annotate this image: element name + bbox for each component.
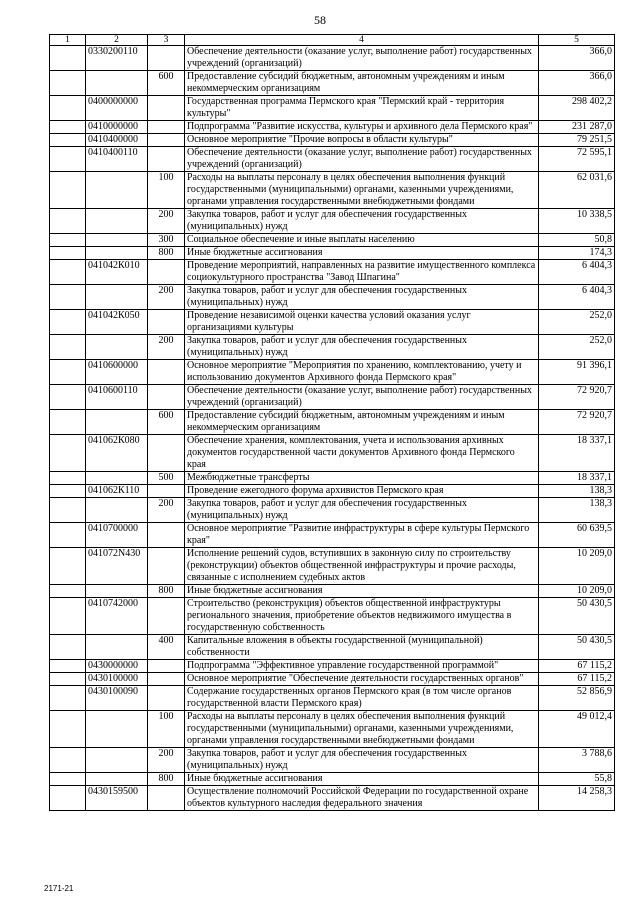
expense-type-code: 200 [148,498,185,523]
target-article-code: 0410400110 [86,147,148,172]
expense-name: Исполнение решений судов, вступивших в законную силу по строительству (реконструкции) объектов общественной инфраструктуры и прочие расходы, связанные с исполнением судебных актов [185,548,539,585]
amount: 49 012,4 [539,711,615,748]
expense-type-code: 100 [148,711,185,748]
table-row [50,46,615,71]
amount: 252,0 [539,310,615,335]
row-blank-cell [50,673,86,686]
table-row [50,360,615,385]
table-row [50,335,615,360]
expense-name: Обеспечение деятельности (оказание услуг, выполнение работ) государственных учреждений (организаций) [185,385,539,410]
expense-name: Проведение мероприятий, направленных на развитие имущественного комплекса социокультурного пространства "Завод Шпагина" [185,260,539,285]
amount: 72 920,7 [539,410,615,435]
amount: 52 856,9 [539,686,615,711]
amount: 18 337,1 [539,472,615,485]
expense-type-code: 300 [148,234,185,247]
amount: 91 396,1 [539,360,615,385]
table-row [50,410,615,435]
row-blank-cell [50,711,86,748]
table-row [50,548,615,585]
expense-name: Расходы на выплаты персоналу в целях обеспечения выполнения функций государственными (муниципальными) органами, казенными учреждениями, органами управления государственными внебюджетными фондами [185,172,539,209]
expense-name: Содержание государственных органов Пермского края (в том числе органов государственной власти Пермского края) [185,686,539,711]
amount: 10 209,0 [539,585,615,598]
table-row [50,121,615,134]
expense-type-code [148,385,185,410]
target-article-code: 0430100000 [86,673,148,686]
row-blank-cell [50,71,86,96]
target-article-code: 0430100090 [86,686,148,711]
expense-name: Закупка товаров, работ и услуг для обеспечения государственных (муниципальных) нужд [185,498,539,523]
amount: 174,3 [539,247,615,260]
expense-name: Иные бюджетные ассигнования [185,773,539,786]
amount: 67 115,2 [539,673,615,686]
expense-type-code: 100 [148,172,185,209]
row-blank-cell [50,310,86,335]
target-article-code: 0330200110 [86,46,148,71]
table-row [50,498,615,523]
row-blank-cell [50,523,86,548]
target-article-code [86,635,148,660]
expense-name: Строительство (реконструкция) объектов общественной инфраструктуры регионального значения, приобретение объектов недвижимого имущества в государственную собственность [185,598,539,635]
target-article-code [86,498,148,523]
expense-name: Обеспечение хранения, комплектования, учета и использования архивных документов государственной части документов Архивного фонда Пермского края [185,435,539,472]
target-article-code [86,748,148,773]
header-col-3: 3 [148,35,185,46]
expense-name: Иные бюджетные ассигнования [185,247,539,260]
row-blank-cell [50,748,86,773]
table-row [50,786,615,811]
row-blank-cell [50,472,86,485]
row-blank-cell [50,548,86,585]
expense-type-code: 800 [148,247,185,260]
target-article-code: 0400000000 [86,96,148,121]
amount: 6 404,3 [539,285,615,310]
expense-name: Предоставление субсидий бюджетным, автономным учреждениям и иным некоммерческим организациям [185,410,539,435]
expense-type-code: 200 [148,335,185,360]
target-article-code [86,410,148,435]
target-article-code [86,773,148,786]
table-row [50,435,615,472]
target-article-code: 041042К050 [86,310,148,335]
row-blank-cell [50,598,86,635]
row-blank-cell [50,247,86,260]
target-article-code: 041062К080 [86,435,148,472]
expense-name: Расходы на выплаты персоналу в целях обеспечения выполнения функций государственными (муниципальными) органами, казенными учреждениями, органами управления государственными внебюджетными фондами [185,711,539,748]
amount: 72 920,7 [539,385,615,410]
target-article-code: 0410400000 [86,134,148,147]
expense-name: Капитальные вложения в объекты государственной (муниципальной) собственности [185,635,539,660]
target-article-code: 0410600110 [86,385,148,410]
target-article-code [86,209,148,234]
table-row [50,285,615,310]
row-blank-cell [50,385,86,410]
table-body [50,46,615,811]
expense-type-code: 600 [148,71,185,96]
expense-type-code: 600 [148,410,185,435]
expense-name: Обеспечение деятельности (оказание услуг, выполнение работ) государственных учреждений (организаций) [185,147,539,172]
table-row [50,635,615,660]
row-blank-cell [50,360,86,385]
expense-type-code [148,96,185,121]
row-blank-cell [50,46,86,71]
table-row [50,134,615,147]
target-article-code: 041042К010 [86,260,148,285]
amount: 138,3 [539,485,615,498]
target-article-code: 041072N430 [86,548,148,585]
expense-type-code [148,673,185,686]
target-article-code [86,472,148,485]
table-row [50,773,615,786]
expense-name: Подпрограмма "Эффективное управление государственной программой" [185,660,539,673]
expense-type-code: 200 [148,285,185,310]
expense-name: Проведение ежегодного форума архивистов Пермского края [185,485,539,498]
target-article-code: 0410600000 [86,360,148,385]
target-article-code [86,234,148,247]
target-article-code: 0410000000 [86,121,148,134]
expense-name: Осуществление полномочий Российской Федерации по государственной охране объектов культурного наследия федерального значения [185,786,539,811]
table-row [50,96,615,121]
header-col-4: 4 [185,35,539,46]
amount: 18 337,1 [539,435,615,472]
target-article-code [86,285,148,310]
expense-name: Основное мероприятие "Обеспечение деятельности государственных органов" [185,673,539,686]
row-blank-cell [50,172,86,209]
row-blank-cell [50,260,86,285]
row-blank-cell [50,635,86,660]
amount: 298 402,2 [539,96,615,121]
amount: 62 031,6 [539,172,615,209]
target-article-code [86,711,148,748]
amount: 50 430,5 [539,635,615,660]
table-row [50,585,615,598]
table-row [50,385,615,410]
amount: 366,0 [539,46,615,71]
expense-name: Закупка товаров, работ и услуг для обеспечения государственных (муниципальных) нужд [185,748,539,773]
row-blank-cell [50,660,86,673]
document-code: 2171-21 [44,884,74,893]
row-blank-cell [50,786,86,811]
amount: 72 595,1 [539,147,615,172]
row-blank-cell [50,209,86,234]
amount: 138,3 [539,498,615,523]
expense-type-code: 800 [148,585,185,598]
row-blank-cell [50,773,86,786]
expense-type-code: 500 [148,472,185,485]
table-header [50,35,615,46]
table-row [50,71,615,96]
expense-name: Межбюджетные трансферты [185,472,539,485]
expense-type-code: 200 [148,748,185,773]
amount: 10 338,5 [539,209,615,234]
expense-name: Подпрограмма "Развитие искусства, культуры и архивного дела Пермского края" [185,121,539,134]
expense-type-code: 800 [148,773,185,786]
expense-name: Иные бюджетные ассигнования [185,585,539,598]
target-article-code: 041062К110 [86,485,148,498]
expense-name: Социальное обеспечение и иные выплаты населению [185,234,539,247]
amount: 366,0 [539,71,615,96]
expense-name: Основное мероприятие "Развитие инфраструктуры в сфере культуры Пермского края" [185,523,539,548]
table-row [50,209,615,234]
row-blank-cell [50,134,86,147]
row-blank-cell [50,121,86,134]
amount: 231 287,0 [539,121,615,134]
table-row [50,472,615,485]
row-blank-cell [50,686,86,711]
expense-type-code: 200 [148,209,185,234]
target-article-code: 0410700000 [86,523,148,548]
expense-type-code [148,523,185,548]
expense-type-code [148,660,185,673]
table-row [50,310,615,335]
expense-name: Государственная программа Пермского края "Пермский край - территория культуры" [185,96,539,121]
target-article-code [86,247,148,260]
row-blank-cell [50,435,86,472]
target-article-code: 0430000000 [86,660,148,673]
expense-type-code [148,121,185,134]
target-article-code: 0430159500 [86,786,148,811]
table-row [50,485,615,498]
expense-name: Основное мероприятие "Прочие вопросы в области культуры" [185,134,539,147]
expense-type-code [148,786,185,811]
expense-type-code [148,310,185,335]
table-row [50,748,615,773]
row-blank-cell [50,285,86,310]
table-row [50,172,615,209]
amount: 50,8 [539,234,615,247]
expense-type-code [148,260,185,285]
table-row [50,660,615,673]
row-blank-cell [50,410,86,435]
table-row [50,523,615,548]
table-row [50,598,615,635]
table-row [50,686,615,711]
header-col-5: 5 [539,35,615,46]
target-article-code [86,335,148,360]
row-blank-cell [50,234,86,247]
budget-table [49,34,615,811]
amount: 3 788,6 [539,748,615,773]
row-blank-cell [50,96,86,121]
expense-type-code: 400 [148,635,185,660]
amount: 14 258,3 [539,786,615,811]
table-row [50,147,615,172]
expense-type-code [148,598,185,635]
row-blank-cell [50,498,86,523]
expense-name: Закупка товаров, работ и услуг для обеспечения государственных (муниципальных) нужд [185,335,539,360]
expense-name: Закупка товаров, работ и услуг для обеспечения государственных (муниципальных) нужд [185,209,539,234]
expense-type-code [148,485,185,498]
expense-type-code [148,435,185,472]
amount: 10 209,0 [539,548,615,585]
table-row [50,673,615,686]
expense-name: Обеспечение деятельности (оказание услуг, выполнение работ) государственных учреждений (организаций) [185,46,539,71]
target-article-code [86,172,148,209]
expense-type-code [148,360,185,385]
amount: 6 404,3 [539,260,615,285]
amount: 252,0 [539,335,615,360]
row-blank-cell [50,335,86,360]
expense-name: Проведение независимой оценки качества условий оказания услуг организациями культуры [185,310,539,335]
amount: 50 430,5 [539,598,615,635]
expense-name: Предоставление субсидий бюджетным, автономным учреждениям и иным некоммерческим организациям [185,71,539,96]
row-blank-cell [50,485,86,498]
table-row [50,247,615,260]
table-row [50,711,615,748]
header-col-1: 1 [50,35,86,46]
amount: 67 115,2 [539,660,615,673]
row-blank-cell [50,147,86,172]
expense-type-code [148,686,185,711]
expense-type-code [148,46,185,71]
row-blank-cell [50,585,86,598]
expense-name: Закупка товаров, работ и услуг для обеспечения государственных (муниципальных) нужд [185,285,539,310]
expense-type-code [148,548,185,585]
expense-type-code [148,147,185,172]
page-number: 58 [314,13,326,27]
target-article-code [86,71,148,96]
table-row [50,234,615,247]
table-row [50,260,615,285]
amount: 60 639,5 [539,523,615,548]
amount: 55,8 [539,773,615,786]
expense-type-code [148,134,185,147]
header-col-2: 2 [86,35,148,46]
amount: 79 251,5 [539,134,615,147]
target-article-code: 0410742000 [86,598,148,635]
target-article-code [86,585,148,598]
expense-name: Основное мероприятие "Мероприятия по хранению, комплектованию, учету и использованию документов Архивного фонда Пермского края" [185,360,539,385]
